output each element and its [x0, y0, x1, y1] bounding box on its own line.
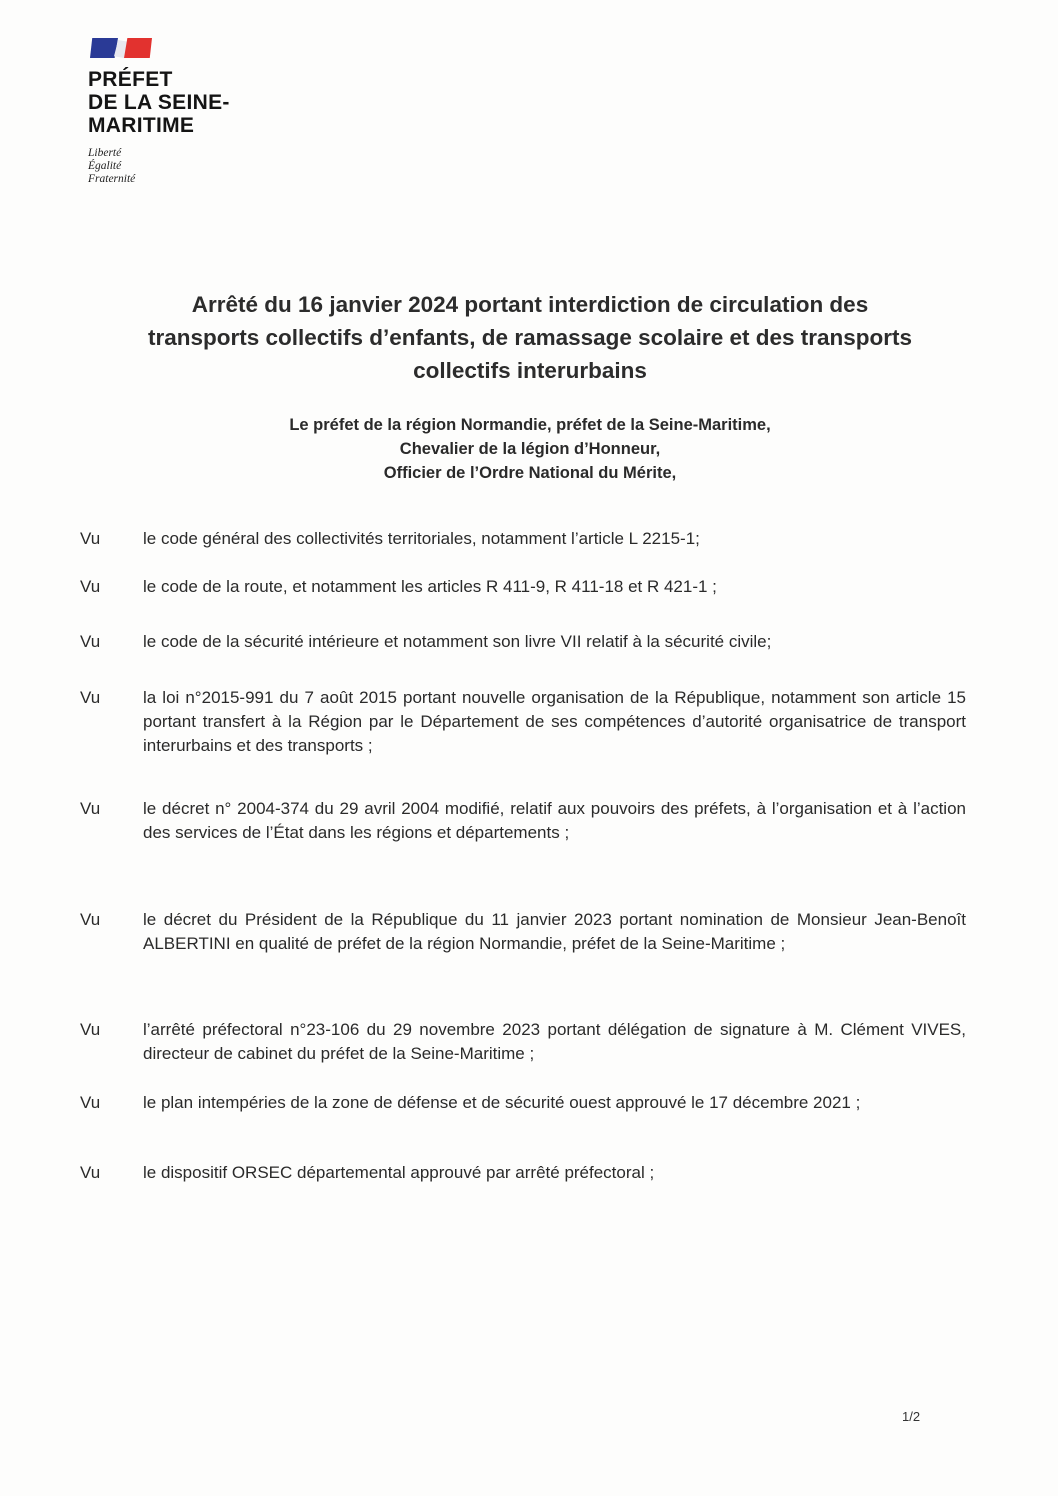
prefecture-logo-block — [88, 36, 328, 186]
motto-line: Fraternité — [88, 173, 136, 185]
decree-title-line: transports collectifs d’enfants, de ramassage scolaire et des transports — [147, 325, 913, 350]
authority-line: Officier de l’Ordre National du Mérite, — [383, 464, 677, 482]
vu-text: le code de la sécurité intérieure et notamment son livre VII relatif à la sécurité civile; — [143, 632, 772, 651]
vu-text: la loi n°2015-991 du 7 août 2015 portant nouvelle organisation de la République, notamment son article 15 portant transfert à la Région par le Département de ses compétences d’autorité organisatrice de transport interurbains et des transports ; — [143, 688, 966, 755]
vu-label: Vu — [80, 529, 101, 548]
decree-title — [80, 288, 980, 387]
vu-label: Vu — [80, 799, 101, 818]
vu-label: Vu — [80, 910, 101, 929]
vu-text: le plan intempéries de la zone de défense et de sécurité ouest approuvé le 17 décembre 2021 ; — [143, 1093, 861, 1112]
motto-line: Liberté — [88, 147, 122, 159]
decree-title-line: Arrêté du 16 janvier 2024 portant interdiction de circulation des — [191, 292, 869, 317]
vu-label: Vu — [80, 632, 101, 651]
issuing-authority — [80, 413, 980, 485]
authority-line: Le préfet de la région Normandie, préfet de la Seine-Maritime, — [289, 416, 771, 434]
page-number: 1/2 — [902, 1409, 921, 1424]
vu-label: Vu — [80, 1020, 101, 1039]
vu-text: le code général des collectivités territoriales, notamment l’article L 2215-1; — [143, 529, 700, 548]
vu-text: le dispositif ORSEC départemental approuvé par arrêté préfectoral ; — [143, 1163, 655, 1182]
prefecture-name-line: PRÉFET — [88, 68, 173, 91]
authority-line: Chevalier de la légion d’Honneur, — [399, 440, 661, 458]
motto-line: Égalité — [88, 160, 122, 172]
vu-label: Vu — [80, 577, 101, 596]
decree-title-line: collectifs interurbains — [413, 358, 647, 383]
vu-label: Vu — [80, 688, 101, 707]
vu-text: le décret n° 2004-374 du 29 avril 2004 modifié, relatif aux pouvoirs des préfets, à l’organisation et à l’action des services de l’État dans les régions et départements ; — [143, 799, 966, 842]
marianne-flag-icon — [90, 36, 152, 60]
vu-label: Vu — [80, 1093, 101, 1112]
prefecture-name — [88, 68, 328, 137]
republic-motto — [88, 147, 328, 186]
vu-text: l’arrêté préfectoral n°23-106 du 29 novembre 2023 portant délégation de signature à M. Clément VIVES, directeur de cabinet du préfet de la Seine-Maritime ; — [143, 1020, 966, 1063]
prefecture-name-line: DE LA SEINE- — [88, 91, 230, 114]
prefecture-name-line: MARITIME — [88, 114, 195, 137]
vu-text: le code de la route, et notamment les articles R 411-9, R 411-18 et R 421-1 ; — [143, 577, 717, 596]
vu-label: Vu — [80, 1163, 101, 1182]
vu-text: le décret du Président de la République du 11 janvier 2023 portant nomination de Monsieur Jean-Benoît ALBERTINI en qualité de préfet de la région Normandie, préfet de la Seine-Maritime ; — [143, 910, 966, 953]
